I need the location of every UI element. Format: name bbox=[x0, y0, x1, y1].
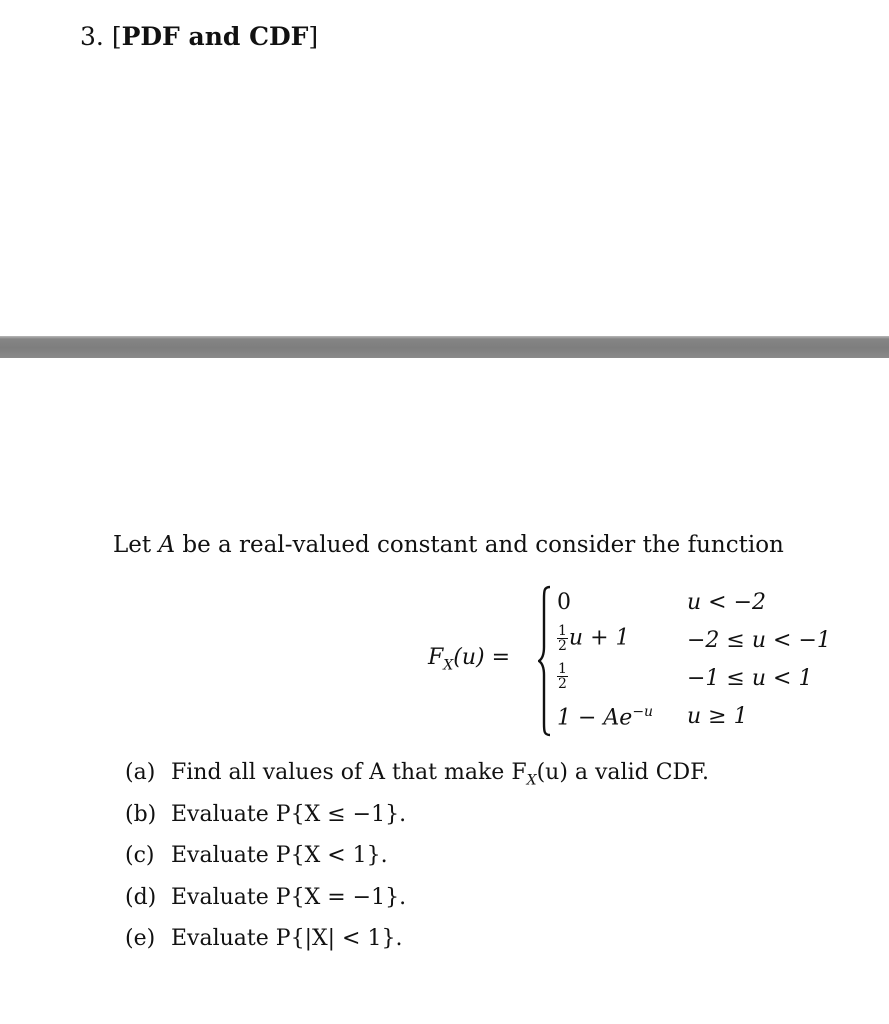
page-divider bbox=[0, 336, 889, 358]
part-label: (b) bbox=[125, 801, 157, 827]
part-text: Evaluate P{|X| < 1}. bbox=[171, 926, 403, 951]
part-a-text-before: Find all values of A that make F bbox=[171, 760, 527, 785]
problem-heading bbox=[80, 22, 318, 51]
question-parts-list bbox=[125, 760, 709, 968]
problem-title: PDF and CDF bbox=[121, 22, 309, 51]
part-text bbox=[171, 760, 709, 789]
case-1-value-text: 0 bbox=[557, 590, 571, 615]
case-2-fraction-denominator: 2 bbox=[558, 638, 567, 654]
case-4-value-text: 1 − Ae bbox=[557, 705, 633, 731]
case-2-fraction-numerator: 1 bbox=[558, 623, 567, 639]
case-2-value-text: u + 1 bbox=[568, 625, 630, 651]
question-part-a bbox=[125, 760, 709, 802]
part-label: (d) bbox=[125, 884, 157, 910]
intro-text-before: Let bbox=[113, 532, 159, 558]
page-top-section bbox=[0, 0, 889, 336]
title-bracket-open: [ bbox=[111, 22, 122, 51]
case-1-condition: u < −2 bbox=[687, 590, 767, 615]
case-3-fraction-denominator: 2 bbox=[558, 676, 567, 692]
lhs-argument: (u) = bbox=[453, 645, 510, 670]
part-a-text-after: (u) a valid CDF. bbox=[536, 760, 709, 785]
case-3-fraction-numerator: 1 bbox=[558, 661, 567, 677]
case-4-exponent: −u bbox=[632, 704, 654, 720]
part-text: Evaluate P{X < 1}. bbox=[171, 843, 388, 868]
intro-constant-symbol: A bbox=[158, 532, 176, 558]
question-part-c bbox=[125, 843, 709, 885]
part-label: (a) bbox=[125, 760, 156, 785]
problem-number: 3. bbox=[80, 22, 104, 51]
case-2-condition: −2 ≤ u < −1 bbox=[687, 628, 831, 653]
part-label: (c) bbox=[125, 843, 155, 868]
intro-sentence bbox=[113, 532, 784, 558]
case-3-condition: −1 ≤ u < 1 bbox=[687, 666, 813, 691]
part-text: Evaluate P{X ≤ −1}. bbox=[171, 801, 407, 827]
title-bracket-close: ] bbox=[308, 22, 319, 51]
lhs-subscript: X bbox=[443, 657, 454, 674]
part-a-subscript: X bbox=[526, 772, 537, 789]
lhs-function-symbol: F bbox=[428, 645, 444, 670]
part-text: Evaluate P{X = −1}. bbox=[171, 884, 407, 910]
question-part-d bbox=[125, 885, 709, 927]
part-label: (e) bbox=[125, 926, 156, 951]
case-4-condition: u ≥ 1 bbox=[687, 704, 748, 729]
intro-text-after: be a real-valued constant and consider the function bbox=[175, 532, 784, 558]
question-part-b bbox=[125, 802, 709, 844]
question-part-e bbox=[125, 926, 709, 968]
